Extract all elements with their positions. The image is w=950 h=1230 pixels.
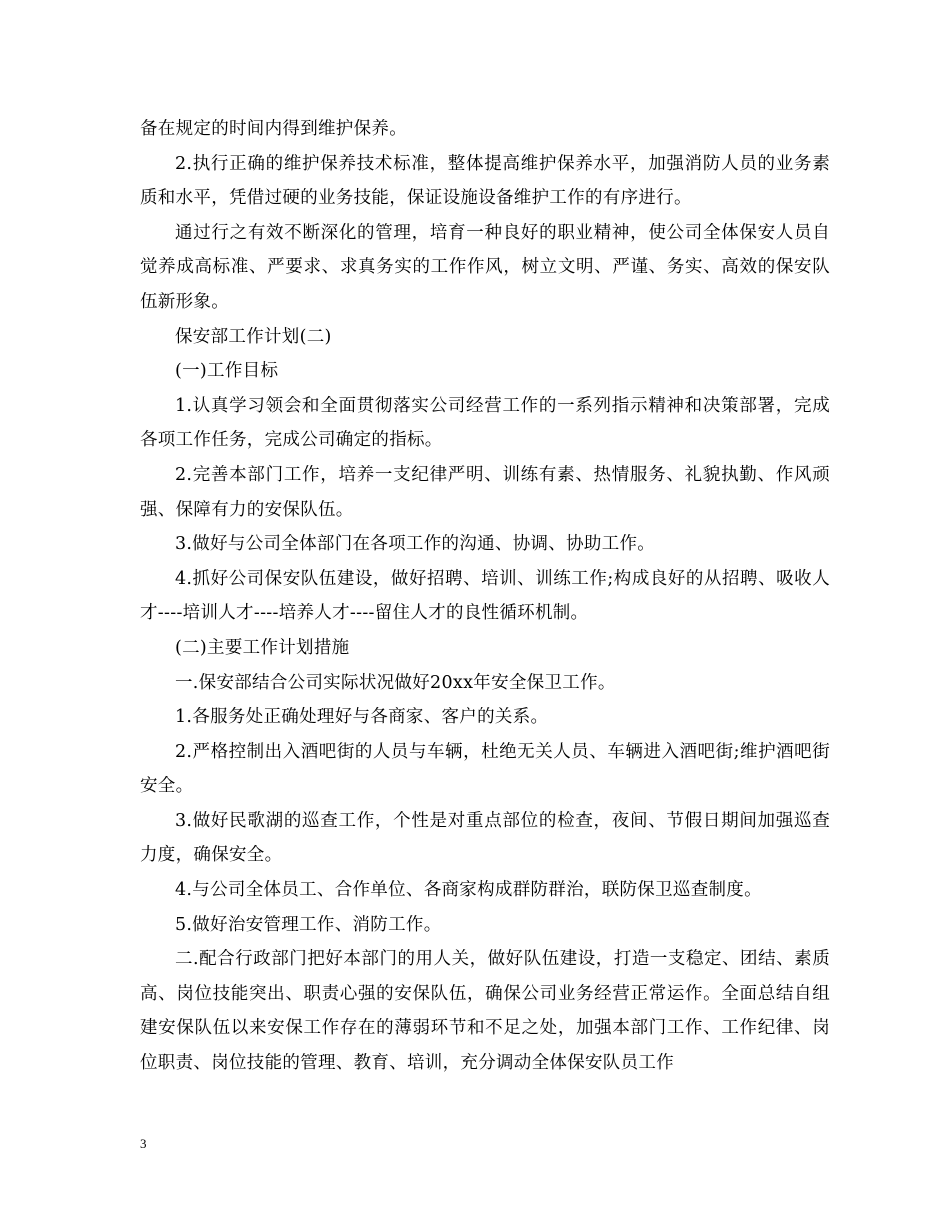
paragraph: 2.执行正确的维护保养技术标准，整体提高维护保养水平，加强消防人员的业务素质和水平，凭借过硬的业务技能，保证设施设备维护工作的有序进行。 [140,153,830,209]
subsection-heading: (一)工作目标 [175,361,279,382]
paragraph: 1.各服务处正确处理好与各商家、客户的关系。 [175,707,549,728]
paragraph: 3.做好民歌湖的巡查工作，个性是对重点部位的检查，夜间、节假日期间加强巡查力度，确保安全。 [140,810,830,866]
paragraph: 2.完善本部门工作，培养一支纪律严明、训练有素、热情服务、礼貌执勤、作风顽强、保障有力的安保队伍。 [140,464,830,520]
paragraph: 4.与公司全体员工、合作单位、各商家构成群防群治，联防保卫巡查制度。 [175,880,762,901]
paragraph: 通过行之有效不断深化的管理，培育一种良好的职业精神，使公司全体保安人员自觉养成高标准、严要求、求真务实的工作作风，树立文明、严谨、务实、高效的保安队伍新形象。 [140,222,830,312]
paragraph: 5.做好治安管理工作、消防工作。 [175,914,442,935]
document-body [140,112,830,1081]
paragraph: 2.严格控制出入酒吧街的人员与车辆，杜绝无关人员、车辆进入酒吧街;维护酒吧街安全。 [140,741,830,797]
paragraph: 一.保安部结合公司实际状况做好20xx年安全保卫工作。 [175,672,616,693]
paragraph: 4.抓好公司保安队伍建设，做好招聘、培训、训练工作;构成良好的从招聘、吸收人才----培训人才----培养人才----留住人才的良性循环机制。 [140,568,830,624]
paragraph: 1.认真学习领会和全面贯彻落实公司经营工作的一系列指示精神和决策部署，完成各项工作任务，完成公司确定的指标。 [140,395,830,451]
paragraph: 二.配合行政部门把好本部门的用人关，做好队伍建设，打造一支稳定、团结、素质高、岗位技能突出、职责心强的安保队伍，确保公司业务经营正常运作。全面总结自组建安保队伍以来安保工作存在的薄弱环节和不足之处，加强本部门工作、工作纪律、岗位职责、岗位技能的管理、教育、培训，充分调动全体保安队员工作 [140,949,830,1074]
paragraph: 备在规定的时间内得到维护保养。 [140,119,407,139]
paragraph: 3.做好与公司全体部门在各项工作的沟通、协调、协助工作。 [175,534,656,555]
page-number: 3 [140,1136,147,1151]
subsection-heading: (二)主要工作计划措施 [175,637,350,658]
section-heading: 保安部工作计划(二) [175,326,332,347]
